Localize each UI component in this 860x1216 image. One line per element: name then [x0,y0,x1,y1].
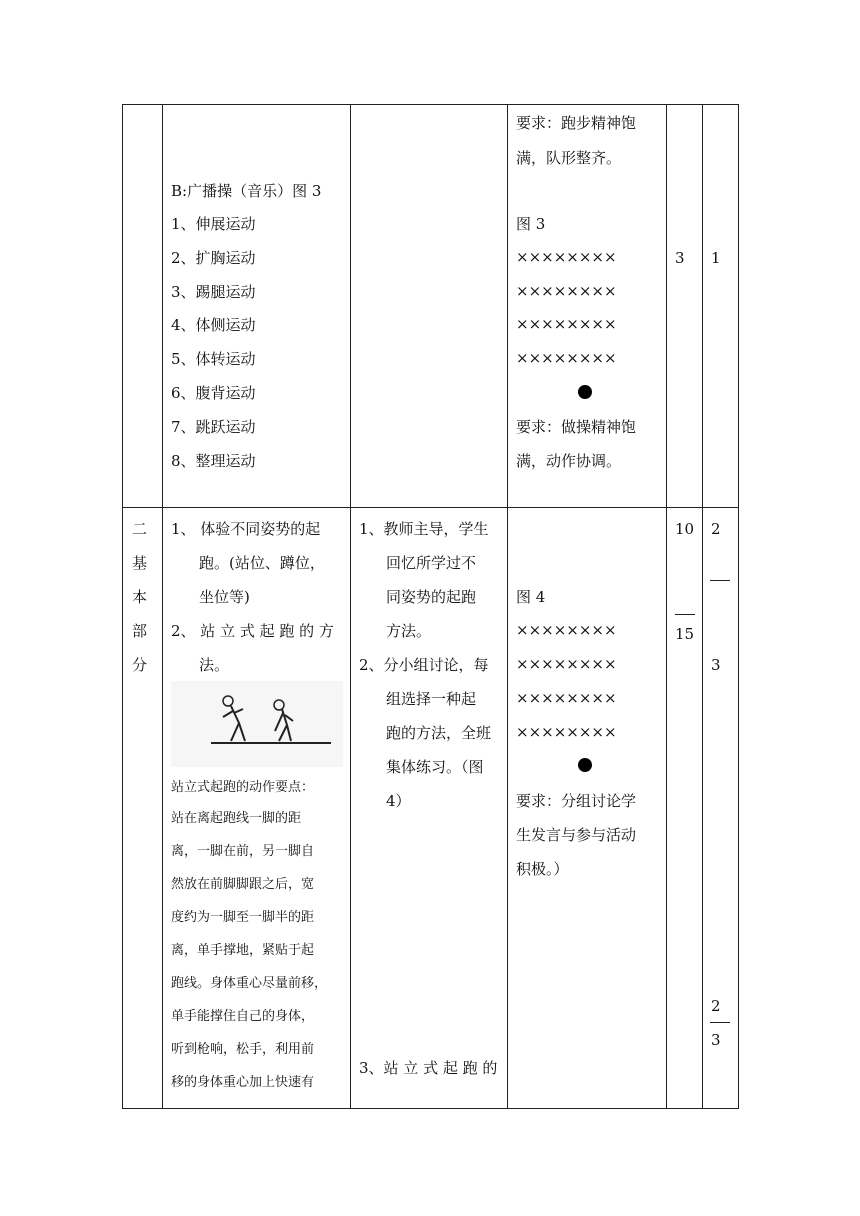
exercise-item: 6、腹背运动 [171,384,256,402]
content-item: 跑。(站位、蹲位， [199,554,325,572]
method-text: 方法。 [386,622,432,640]
method-text: 4） [386,792,411,810]
technique-note: 离，单手撑地，紧贴于起 [171,943,315,958]
method-text: 3、站 立 式 起 跑 的 [359,1059,498,1077]
requirement-text: 满，动作协调。 [516,452,622,470]
section-label-char: 二 [132,520,148,538]
method-text: 1、教师主导，学生 [359,520,489,538]
fraction-bar [675,614,695,615]
exercise-item: 4、体侧运动 [171,316,256,334]
requirement-text: 满，队形整齐。 [516,149,622,167]
formation-row: ×××××××× [516,282,617,300]
technique-note: 离，一脚在前，另一脚自 [171,844,315,859]
section-label-char: 本 [132,588,148,606]
col-border-6 [738,104,739,1109]
exercise-item: 7、跳跃运动 [171,418,256,436]
teacher-dot-icon [578,758,592,772]
formation-row: ×××××××× [516,655,617,673]
exercise-title: B:广播操（音乐）图 3 [171,182,322,200]
technique-note: 站立式起跑的动作要点： [171,780,315,795]
count-value: 3 [675,249,685,267]
requirement-text: 要求：分组讨论学 [516,792,637,810]
requirement-text: 生发言与参与活动 [516,826,637,844]
col-border-1 [162,104,163,1109]
time-denominator: 3 [711,1031,721,1049]
method-text: 2、分小组讨论，每 [359,656,489,674]
technique-note: 跑线。身体重心尽量前移， [171,976,328,991]
time-numerator: 2 [711,997,721,1015]
teacher-dot-icon [578,385,592,399]
col-border-5 [702,104,703,1109]
content-item: 1、 体验不同姿势的起 [171,520,321,538]
count-denominator: 15 [675,625,695,643]
exercise-item: 8、整理运动 [171,452,256,470]
technique-note: 移的身体重心加上快速有 [171,1075,315,1090]
fraction-bar [710,1022,730,1023]
method-text: 跑的方法，全班 [386,724,492,742]
fraction-bar [710,580,730,581]
requirement-text: 积极。） [516,860,569,878]
method-text: 同姿势的起跑 [386,588,477,606]
exercise-item: 1、伸展运动 [171,215,256,233]
content-item: 坐位等) [199,588,250,606]
col-border-3 [507,104,508,1109]
technique-note: 然放在前脚脚跟之后，宽 [171,877,315,892]
requirement-text: 要求：做操精神饱 [516,418,637,436]
time-numerator: 2 [711,520,721,538]
requirement-text: 要求：跑步精神饱 [516,114,637,132]
figure-label: 图 4 [516,588,546,606]
method-text: 组选择一种起 [386,690,477,708]
table-bottom-border [122,1108,739,1109]
standing-start-illustration [171,681,343,767]
method-text: 回忆所学过不 [386,554,477,572]
col-border-2 [350,104,351,1109]
formation-row: ×××××××× [516,349,617,367]
count-numerator: 10 [675,520,695,538]
formation-row: ×××××××× [516,689,617,707]
content-item: 2、 站 立 式 起 跑 的 方 [171,622,334,640]
method-text: 集体练习。（图 [386,758,484,776]
formation-row: ×××××××× [516,723,617,741]
table-top-border [122,104,739,105]
exercise-item: 2、扩胸运动 [171,249,256,267]
technique-note: 度约为一脚至一脚半的距 [171,910,315,925]
technique-note: 听到枪响，松手，利用前 [171,1042,315,1057]
col-border-4 [666,104,667,1109]
time-value: 1 [711,249,721,267]
content-item: 法。 [199,656,230,674]
col-border-0 [122,104,123,1109]
row-divider [122,507,739,508]
time-denominator: 3 [711,656,721,674]
technique-note: 站在离起跑线一脚的距 [171,811,302,826]
exercise-item: 5、体转运动 [171,350,256,368]
section-label-char: 分 [132,656,148,674]
figure-label: 图 3 [516,215,546,233]
section-label-char: 部 [132,622,148,640]
section-label-char: 基 [132,554,148,572]
formation-row: ×××××××× [516,248,617,266]
exercise-item: 3、踢腿运动 [171,283,256,301]
technique-note: 单手能撑住自己的身体， [171,1009,315,1024]
formation-row: ×××××××× [516,621,617,639]
formation-row: ×××××××× [516,315,617,333]
